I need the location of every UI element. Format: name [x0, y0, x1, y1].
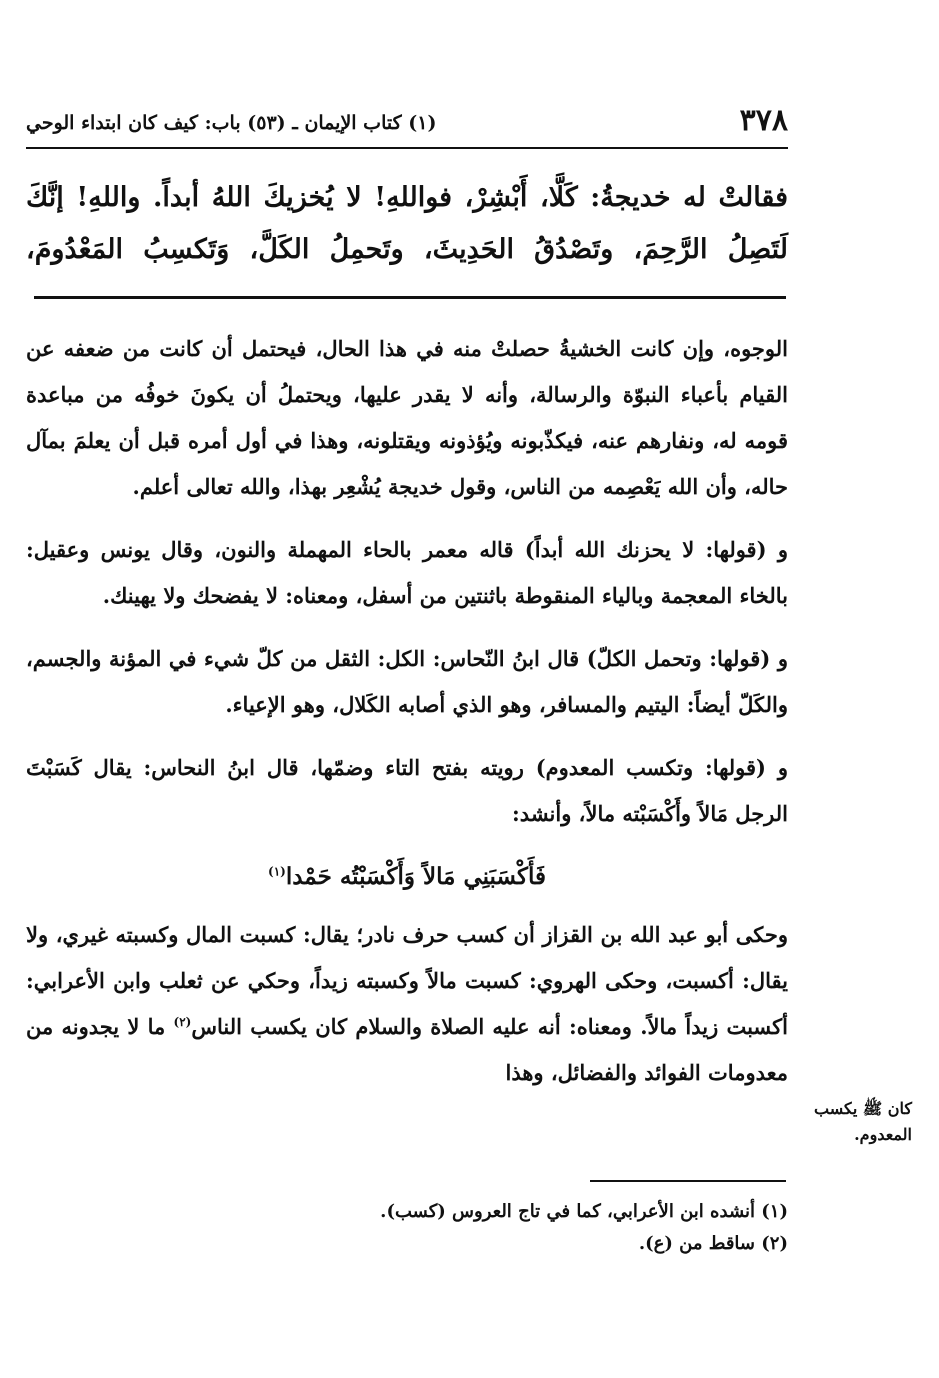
page-header [26, 104, 788, 148]
commentary-paragraph: الوجوه، وإن كانت الخشيةُ حصلتْ منه في هذا الحال، فيحتمل أن كانت من ضعفه عن القيام بأعباء النبوّة والرسالة، وأنه لا يقدر عليها، ويحتملُ أن يكونَ خوفُه من مباعدة قومه له، ونفارهم عنه، فيكذّبونه ويُؤذونه ويقتلونه، وهذا في أول أمره قبل أن يعلمَ بمآل حاله، وأن الله يَعْصِمه من الناس، وقول خديجة يُشْعِر بهذا، والله تعالى أعلم. [26, 336, 788, 499]
page-number: ٣٧٨ [739, 103, 788, 138]
footnote-rule [590, 1180, 786, 1182]
matn-separator [34, 296, 786, 299]
footnote-marker: (١) [268, 864, 286, 879]
commentary-paragraph: و (قولها: لا يحزنك الله أبداً) قاله معمر بالحاء المهملة والنون، وقال يونس وعقيل: بالخاء المعجمة وبالياء المنقوطة باثنتين من أسفل، ومعناه: لا يفضحك ولا يهينك. [26, 537, 788, 608]
margin-note: كان ﷺ يكسب المعدوم. [814, 1099, 912, 1144]
footnote: (١) أنشده ابن الأعرابي، كما في تاج العروس (كسب). [380, 1201, 788, 1222]
commentary-paragraph: و (قولها: وتحمل الكلّ) قال ابنُ النّحاس: الكل: الثقل من كلّ شيء في المؤنة والجسم، والكَلّ أيضاً: اليتيم والمسافر، وهو الذي أصابه الكَلال، وهو الإعياء. [26, 646, 788, 717]
paragraph-text: ما لا يجدونه من معدومات الفوائد والفضائل، وهذا [26, 1014, 788, 1085]
commentary [26, 326, 788, 1096]
running-title: (١) كتاب الإيمان ـ (٥٣) باب: كيف كان ابتداء الوحي [26, 112, 437, 134]
paragraph-text: وحكى أبو عبد الله بن القزاز أن كسب حرف نادر؛ يقال: كسبت المال وكسبته غيري، ولا يقال: أكسبت، وحكى الهروي: كسبت مالاً وكسبته زيداً، وحكي عن ثعلب وابن الأعرابي: أكسبت زيداً مالاً. ومعناه: أنه عليه الصلاة والسلام كان يكسب الناس [26, 922, 788, 1039]
commentary-paragraph [26, 912, 788, 1096]
footnotes [26, 1196, 788, 1260]
footnote-marker: (٢) [173, 1015, 192, 1029]
footnote: (٢) ساقط من (ع). [638, 1233, 788, 1254]
commentary-paragraph: و (قولها: وتكسب المعدوم) رويته بفتح التاء وضمّها، قال ابنُ النحاس: يقال كَسَبْتَ الرجل مَالاً وأَكْسَبْته مالاً، وأنشد: [26, 755, 788, 826]
verse-text: فَأَكْسَبَنِي مَالاً وَأَكْسَبْتُه حَمْدا [285, 863, 546, 890]
poetry-verse [26, 854, 788, 900]
header-rule [26, 147, 788, 149]
hadith-text: فقالتْ له خديجةُ: كَلَّا، أَبْشِرْ، فواللهِ! لا يُخزيكَ اللهُ أبداً. واللهِ! إنَّكَ لَتَصِلُ الرَّحِمَ، وتَصْدُقُ الحَدِيثَ، وتَحمِلُ الكَلَّ، وَتَكسِبُ المَعْدُومَ، [26, 182, 788, 265]
